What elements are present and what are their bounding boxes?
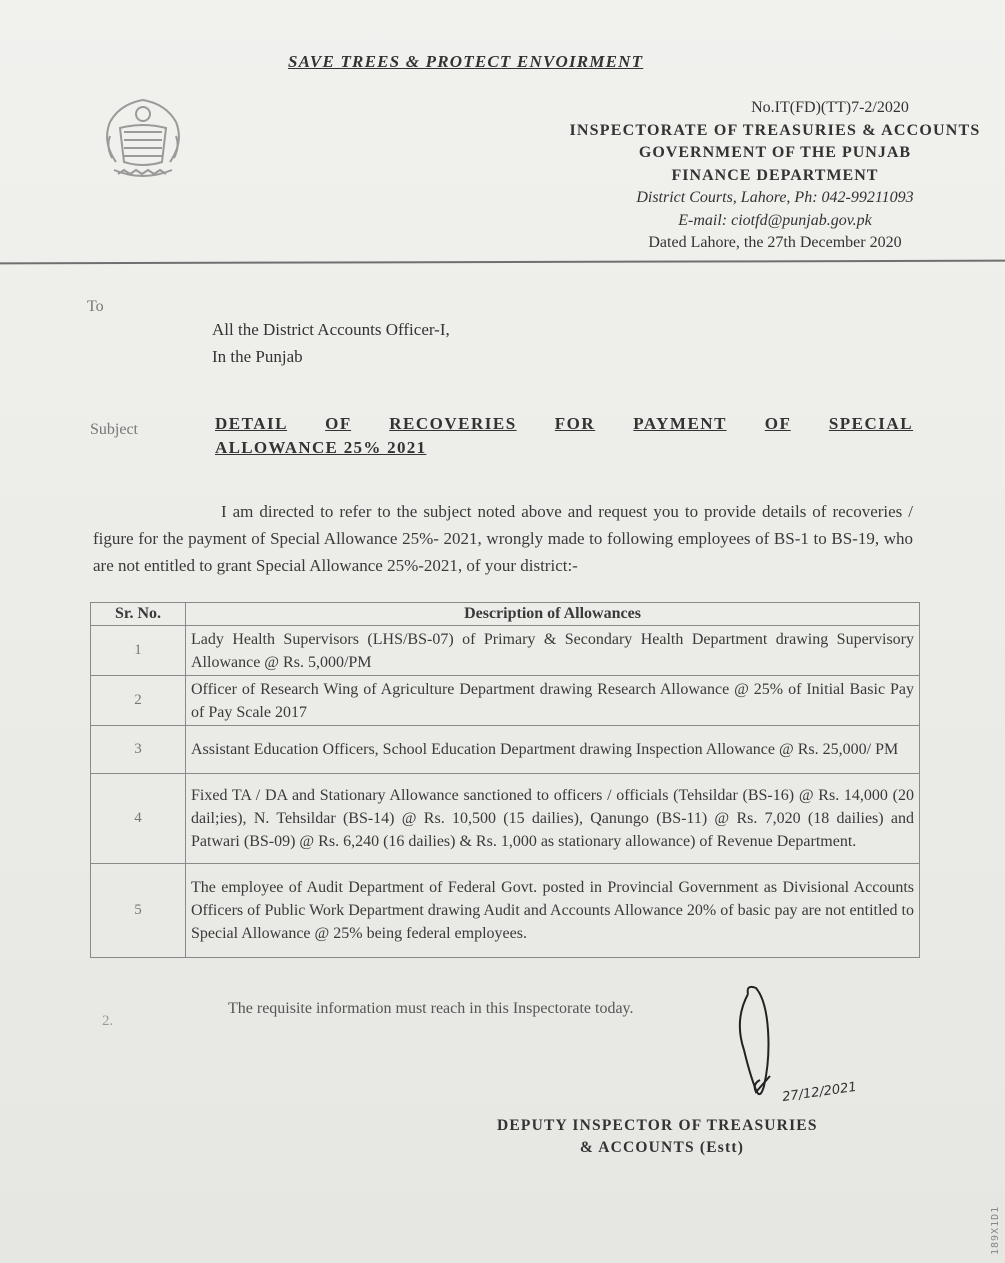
- designation-line1: DEPUTY INSPECTOR OF TREASURIES: [497, 1117, 818, 1134]
- row-sr: 2: [91, 676, 186, 726]
- punjab-emblem-icon: [96, 92, 190, 184]
- table-row: [91, 626, 920, 676]
- row-description: The employee of Audit Department of Federal Govt. posted in Provincial Government as Divisional Accounts Officers of Public Work Department drawing Audit and Accounts Allowance 20% of basic pay are not entitled to Special Allowance @ 25% being federal employees.: [186, 864, 920, 958]
- subject-word: RECOVERIES: [389, 414, 517, 433]
- signatory-designation: [497, 1115, 877, 1159]
- letter-date: Dated Lahore, the 27th December 2020: [648, 234, 902, 251]
- table-row: [91, 726, 920, 774]
- signature-date: 27/12/2021: [781, 1079, 858, 1106]
- org-name: INSPECTORATE OF TREASURIES & ACCOUNTS: [569, 121, 981, 139]
- org-department: FINANCE DEPARTMENT: [671, 166, 879, 184]
- paragraph-number: 2.: [102, 1013, 114, 1029]
- row-sr: 1: [91, 626, 186, 676]
- subject-word: OF: [325, 414, 352, 433]
- letterhead: [540, 97, 1005, 255]
- margin-stamp: 189X1D1: [990, 1205, 1001, 1255]
- subject-word: FOR: [554, 414, 596, 433]
- row-description: Officer of Research Wing of Agriculture Department drawing Research Allowance @ 25% of Initial Basic Pay of Pay Scale 2017: [186, 676, 920, 726]
- row-sr: 4: [91, 774, 186, 864]
- table-row: [91, 774, 920, 864]
- allowances-table: [90, 602, 920, 958]
- body-paragraph: I am directed to refer to the subject noted above and request you to provide details of recoveries / figure for the payment of Special Allowance 25%- 2021, wrongly made to following employees of BS-1 to BS-19, who are not entitled to grant Special Allowance 25%-2021, of your district:-: [93, 502, 913, 575]
- subject-word: PAYMENT: [633, 414, 727, 433]
- subject-label: Subject: [90, 421, 138, 438]
- table-row: [91, 864, 920, 958]
- header-divider: [0, 260, 1005, 265]
- reference-number: No.IT(FD)(TT)7-2/2020: [751, 99, 909, 116]
- table-header-row: [91, 603, 920, 626]
- table-row: [91, 676, 920, 726]
- row-sr: 3: [91, 726, 186, 774]
- to-label: To: [87, 298, 104, 315]
- designation-line2: & ACCOUNTS (Estt): [579, 1139, 745, 1156]
- subject-line2: ALLOWANCE 25% 2021: [215, 438, 427, 457]
- addressee-line1: All the District Accounts Officer-I,: [212, 320, 450, 339]
- subject-line1: [215, 410, 913, 438]
- row-sr: 5: [91, 864, 186, 958]
- row-description: Lady Health Supervisors (LHS/BS-07) of Primary & Secondary Health Department drawing Supervisory Allowance @ Rs. 5,000/PM: [186, 626, 920, 676]
- row-description: Fixed TA / DA and Stationary Allowance sanctioned to officers / officials (Tehsildar (BS-16) @ Rs. 14,000 (20 dail;ies), N. Tehsildar (BS-14) @ Rs. 10,500 (15 dailies), Qanungo (BS-11) @ Rs. 7,020 (18 dailies) and Patwari (BS-09) @ Rs. 6,240 (16 dailies) & Rs. 1,000 as stationary allowance) of Revenue Department.: [186, 774, 920, 864]
- org-government: GOVERNMENT OF THE PUNJAB: [638, 144, 912, 161]
- subject-word: DETAIL: [215, 414, 287, 433]
- addressee-line2: In the Punjab: [212, 347, 303, 366]
- header-sr-no: Sr. No.: [91, 603, 186, 626]
- subject-word: SPECIAL: [828, 414, 914, 433]
- header-description: Description of Allowances: [186, 603, 920, 626]
- slogan-header: SAVE TREES & PROTECT ENVOIRMENT: [288, 52, 644, 71]
- org-address: District Courts, Lahore, Ph: 042-99211093: [636, 189, 914, 206]
- row-description: Assistant Education Officers, School Education Department drawing Inspection Allowance @ Rs. 25,000/ PM: [186, 726, 920, 774]
- closing-text: The requisite information must reach in this Inspectorate today.: [228, 1000, 634, 1017]
- addressee: [212, 316, 450, 370]
- org-email: E-mail: ciotfd@punjab.gov.pk: [678, 211, 872, 229]
- subject-word: OF: [764, 414, 791, 433]
